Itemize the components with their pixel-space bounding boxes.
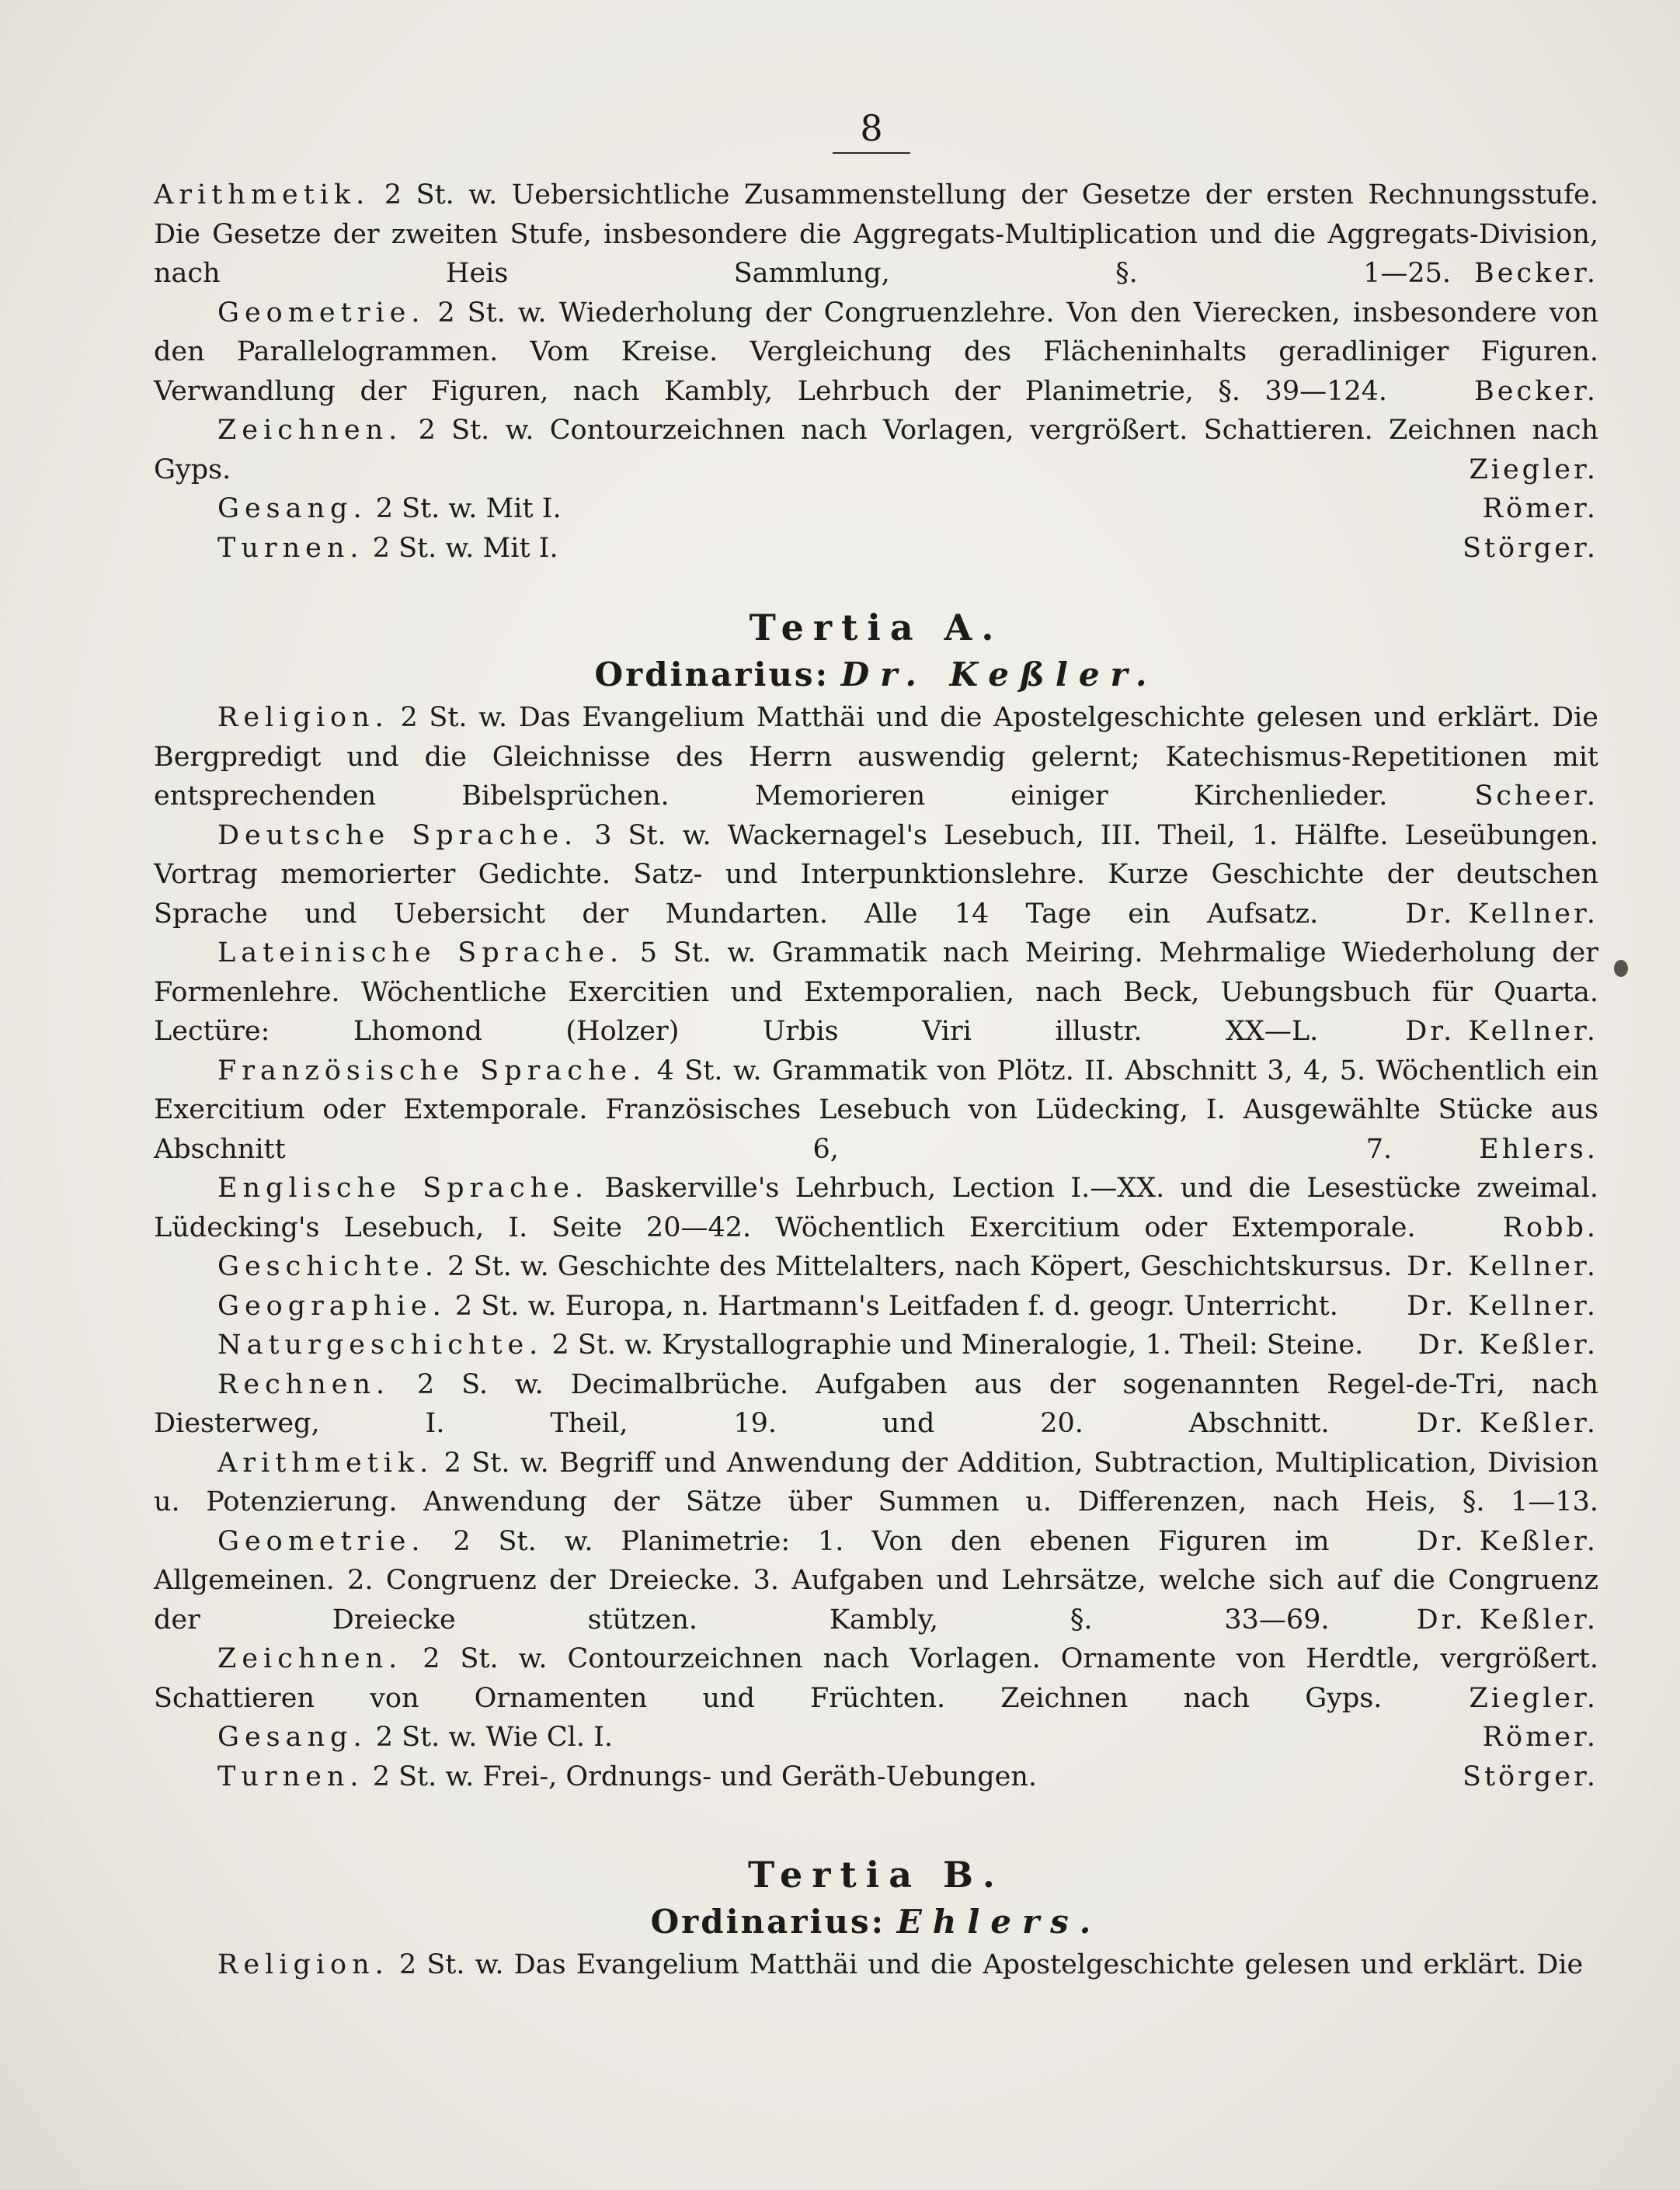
entry-text: 2 St. w. Mit I. [375,493,562,524]
entry-text: 5 St. w. Grammatik nach Meiring. Mehrmalige Wiederholung der Formenlehre. Wöchentliche Exercitien und Extemporalien, nach Beck, Uebungsbuch für Quarta. Lectüre: Lhomond (Holzer) Urbis Viri illustr. XX—L. [154,937,1598,1047]
teacher: Ziegler. [1469,454,1598,485]
ordinarius-tertia-a [154,652,1598,698]
teacher: Dr. Kellner. [1405,1016,1598,1047]
subject: Arithmetik. [217,1447,434,1479]
subject: Gesang. [217,493,367,524]
teacher: Dr. Keßler. [1417,1330,1598,1361]
section-b-entries [154,1945,1598,1985]
entry-arithmetik [154,176,1598,294]
section-a-entries [154,698,1598,1796]
subject: Lateinische Sprache. [217,937,624,968]
subject: Gesang. [217,1722,367,1753]
entry-text: 2 St. w. Planimetrie: 1. Von den ebenen Figuren im Allgemeinen. 2. Congruenz der Dreiecke. 3. Aufgaben und Lehrsätze, welche sich auf die Congruenz der Dreiecke stützen. Kambly, §. 33—69. [154,1525,1598,1636]
entry-geog [154,1287,1598,1326]
ordinarius-name: Dr. Keßler. [840,655,1158,694]
teacher: Dr. Kellner. [1407,1251,1598,1282]
entry-text: 2 St. w. Das Evangelium Matthäi und die Apostelgeschichte gelesen und erklärt. Die Bergpredigt und die Gleichnisse des Herrn auswendig gelernt; Katechismus-Repetitionen mit entsprechenden Bibelsprüchen. Memorieren einiger Kirchenlieder. [154,702,1598,812]
teacher: Römer. [1482,493,1598,524]
subject: Zeichnen. [217,415,403,446]
entry-text: 2 St. w. Uebersichtliche Zusammenstellung der Gesetze der ersten Rechnungsstufe. Die Gesetze der zweiten Stufe, insbesondere die Aggregats-Multiplication und die Aggregats-Division, nach Heis Sammlung, §. 1—25. [154,179,1598,289]
teacher: Ehlers. [1479,1133,1598,1165]
subject: Geometrie. [217,297,426,328]
teacher: Dr. Keßler. [1416,1408,1598,1439]
subject: Englische Sprache. [217,1173,590,1204]
teacher: Störger. [1463,1761,1598,1792]
subject: Turnen. [217,532,364,564]
entry-text: 2 St. w. Contourzeichnen nach Vorlagen. Ornamente von Herdtle, vergrößert. Schattieren von Ornamenten und Früchten. Zeichnen nach Gyps. [154,1643,1598,1714]
entry-turnen [154,529,1598,568]
entry-text: 2 St. w. Wiederholung der Congruenzlehre. Von den Vierecken, insbesondere von den Parallelogrammen. Vom Kreise. Vergleichung des Flächeninhalts geradliniger Figuren. Verwandlung der Figuren, nach Kambly, Lehrbuch der Planimetrie, §. 39—124. [154,297,1598,407]
entry-text: 2 St. w. Begriff und Anwendung der Addition, Subtraction, Multiplication, Division u. Potenzierung. Anwendung der Sätze über Summen u. Differenzen, nach Heis, §. 1—13. [154,1447,1598,1517]
entry-zeichnen [154,411,1598,489]
entry-natur [154,1326,1598,1365]
entry-text: 2 St. w. Europa, n. Hartmann's Leitfaden f. d. geogr. Unterricht. [454,1290,1338,1322]
section-heading-tertia-b: Tertia B. [748,1854,1004,1896]
document-body [154,176,1598,1985]
subject: Turnen. [217,1761,364,1792]
entry-rech [154,1365,1598,1444]
entry-text: 2 St. w. Mit I. [372,532,558,564]
ordinarius-tertia-b [154,1899,1598,1945]
subject: Deutsche Sprache. [217,819,579,851]
ordinarius-name: Ehlers. [896,1903,1102,1941]
entry-deut [154,816,1598,934]
teacher: Dr. Keßler. [1416,1604,1598,1636]
subject: Arithmetik. [154,179,370,210]
subject: Religion. [217,1949,389,1980]
subject: Geometrie. [217,1525,426,1557]
entry-turn2 [154,1757,1598,1797]
subject: Geographie. [217,1290,447,1322]
entry-text: 2 S. w. Decimalbrüche. Aufgaben aus der sogenannten Regel-de-Tri, nach Diesterweg, I. Theil, 19. und 20. Abschnitt. [154,1368,1598,1439]
entry-text: 4 St. w. Grammatik von Plötz. II. Abschnitt 3, 4, 5. Wöchentlich ein Exercitium oder Extemporale. Französisches Lesebuch von Lüdecking, I. Ausgewählte Stücke aus Abschnitt 6, 7. [154,1055,1598,1165]
teacher: Becker. [1474,375,1598,407]
entry-geometrie [154,294,1598,412]
teacher: Dr. Keßler. [1416,1525,1598,1557]
entry-text: 2 St. w. Wie Cl. I. [375,1722,614,1753]
subject: Rechnen. [217,1368,391,1400]
teacher: Ziegler. [1469,1682,1598,1714]
subject: Zeichnen. [217,1643,403,1674]
teacher: Becker. [1474,258,1598,289]
entry-text: 2 St. w. Contourzeichnen nach Vorlagen, vergrößert. Schattieren. Zeichnen nach Gyps. [154,415,1598,485]
entry-text: Baskerville's Lehrbuch, Lection I.—XX. und die Lesestücke zweimal. Lüdecking's Lesebuch, I. Seite 20—42. Wöchentlich Exercitium oder Extemporale. [154,1173,1598,1243]
entry-rel3 [154,1945,1598,1985]
entry-lat [154,933,1598,1052]
entry-text: 2 St. w. Das Evangelium Matthäi und die Apostelgeschichte gelesen und erklärt. Die [398,1949,1584,1980]
entry-text: 2 St. w. Krystallographie und Mineralogie, 1. Theil: Steine. [551,1330,1364,1361]
teacher: Robb. [1502,1211,1598,1243]
teacher: Römer. [1482,1722,1598,1753]
entry-zeich2 [154,1639,1598,1718]
subject: Geschichte. [217,1251,440,1282]
section-heading-tertia-a: Tertia A. [749,607,1003,648]
entry-rel [154,698,1598,816]
page-number-rule [833,152,910,154]
entry-franz [154,1052,1598,1170]
entry-text: 2 St. w. Frei-, Ordnungs- und Geräth-Uebungen. [372,1761,1037,1792]
teacher: Störger. [1463,532,1598,564]
subject: Französische Sprache. [217,1055,647,1086]
entry-gesang [154,489,1598,529]
entry-engl [154,1169,1598,1247]
teacher: Dr. Kellner. [1405,898,1598,930]
entry-gesch [154,1247,1598,1287]
entry-text: 2 St. w. Geschichte des Mittelalters, nach Köpert, Geschichtskursus. [447,1251,1393,1282]
page-number: 8 [860,107,883,149]
ordinarius-label: Ordinarius: [594,655,830,694]
teacher: Dr. Kellner. [1407,1290,1598,1322]
ordinarius-label: Ordinarius: [650,1903,886,1941]
teacher: Scheer. [1474,780,1598,812]
subject: Religion. [217,702,389,733]
ink-spot [1614,960,1628,977]
entry-text: 3 St. w. Wackernagel's Lesebuch, III. Theil, 1. Hälfte. Leseübungen. Vortrag memorierter Gedichte. Satz- und Interpunktionslehre. Kurze Geschichte der deutschen Sprache und Uebersicht der Mundarten. Alle 14 Tage ein Aufsatz. [154,819,1598,930]
subject: Naturgeschichte. [217,1330,544,1361]
entry-ges2 [154,1718,1598,1757]
